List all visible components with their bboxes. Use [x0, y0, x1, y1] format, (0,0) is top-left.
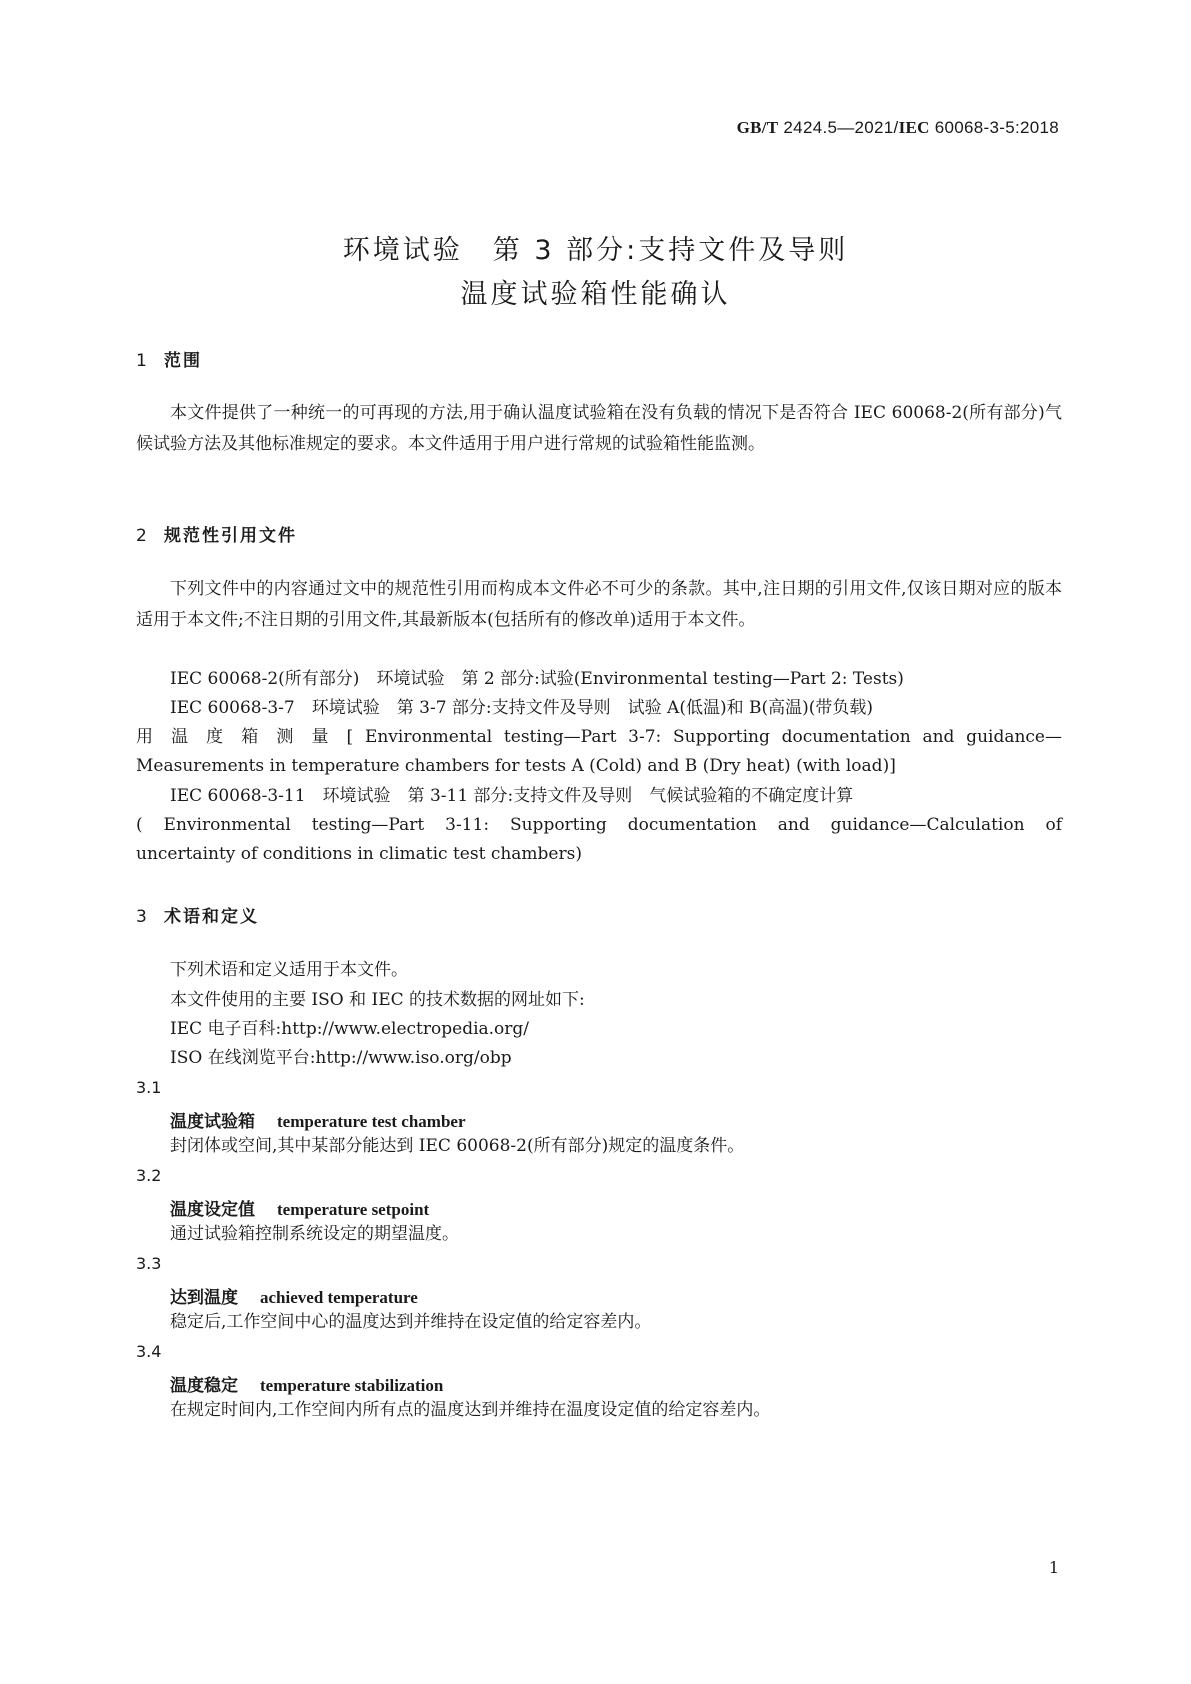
document-title-line1: 环境试验 第 3 部分:支持文件及导则: [342, 235, 849, 266]
term-heading: 温度设定值 temperature setpoint: [170, 1200, 430, 1220]
terms-intro-line: 下列术语和定义适用于本文件。: [170, 960, 408, 980]
reference-iec-60068-3-11-line3: uncertainty of conditions in climatic test chambers): [136, 844, 582, 864]
reference-iec-60068-3-11-line2: ( Environmental testing—Part 3-11: Supporting documentation and guidance—Calculation of: [136, 815, 1062, 835]
page-number: 1: [1048, 1558, 1059, 1577]
term-number: 3.1: [136, 1078, 162, 1097]
iso-obp-link[interactable]: ISO 在线浏览平台:http://www.iso.org/obp: [170, 1048, 512, 1068]
term-definition: 封闭体或空间,其中某部分能达到 IEC 60068-2(所有部分)规定的温度条件。: [170, 1136, 745, 1156]
normative-references-paragraph: 下列文件中的内容通过文中的规范性引用而构成本文件必不可少的条款。其中,注日期的引用文件,仅该日期对应的版本适用于本文件;不注日期的引用文件,其最新版本(包括所有的修改单)适用于本文件。: [136, 579, 1062, 630]
term-definition: 稳定后,工作空间中心的温度达到并维持在设定值的给定容差内。: [170, 1312, 652, 1332]
section-heading-scope: 1 范围: [136, 351, 202, 371]
term-definition: 通过试验箱控制系统设定的期望温度。: [170, 1224, 459, 1244]
iec-electropedia-link[interactable]: IEC 电子百科:http://www.electropedia.org/: [170, 1019, 530, 1039]
term-number: 3.4: [136, 1342, 162, 1361]
section-heading-normative-references: 2 规范性引用文件: [136, 526, 297, 546]
reference-iec-60068-2: IEC 60068-2(所有部分) 环境试验 第 2 部分:试验(Environmental testing—Part 2: Tests): [170, 669, 904, 689]
reference-iec-60068-3-7-line3: Measurements in temperature chambers for tests A (Cold) and B (Dry heat) (with load)]: [136, 756, 896, 776]
term-number: 3.3: [136, 1254, 162, 1273]
reference-iec-60068-3-7-line2: 用 温 度 箱 测 量 [ Environmental testing—Part 3-7: Supporting documentation and guidance—: [136, 727, 1062, 747]
reference-iec-60068-3-7-line1: IEC 60068-3-7 环境试验 第 3-7 部分:支持文件及导则 试验 A(低温)和 B(高温)(带负载): [170, 698, 874, 718]
scope-paragraph: 本文件提供了一种统一的可再现的方法,用于确认温度试验箱在没有负载的情况下是否符合 IEC 60068-2(所有部分)气候试验方法及其他标准规定的要求。本文件适用于用户进行常规的试验箱性能监测。: [136, 403, 1062, 454]
term-heading: 温度试验箱 temperature test chamber: [170, 1112, 466, 1132]
term-definition: 在规定时间内,工作空间内所有点的温度达到并维持在温度设定值的给定容差内。: [170, 1400, 771, 1420]
section-heading-terms-definitions: 3 术语和定义: [136, 907, 259, 927]
term-number: 3.2: [136, 1166, 162, 1185]
term-heading: 温度稳定 temperature stabilization: [170, 1376, 444, 1396]
reference-iec-60068-3-11-line1: IEC 60068-3-11 环境试验 第 3-11 部分:支持文件及导则 气候试验箱的不确定度计算: [170, 786, 854, 806]
document-title-line2: 温度试验箱性能确认: [460, 279, 731, 310]
terms-urls-intro: 本文件使用的主要 ISO 和 IEC 的技术数据的网址如下:: [170, 990, 585, 1010]
term-heading: 达到温度 achieved temperature: [170, 1288, 418, 1308]
document-code: GB/T 2424.5—2021/IEC 60068-3-5:2018: [736, 118, 1059, 137]
